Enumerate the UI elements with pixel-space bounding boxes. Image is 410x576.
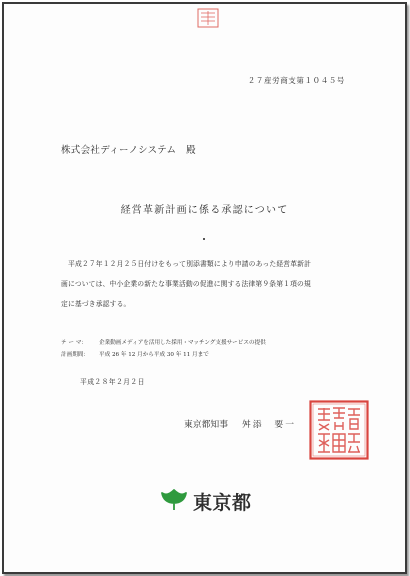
ginkgo-leaf-icon [161, 488, 187, 514]
scan-speck [203, 238, 205, 240]
body-line-1: 平成２７年１２月２５日付けをもって別添書類により申請のあった経営革新計 [68, 260, 312, 268]
issue-date: 平成２８年２月２日 [80, 378, 145, 386]
period-label: 計画期間： [61, 352, 89, 358]
signer-name: 舛添 要一 [242, 420, 296, 430]
body-line-3: 定に基づき承認する。 [61, 300, 131, 308]
document-frame [2, 2, 407, 574]
official-seal-icon [309, 400, 369, 460]
theme-value: 企業動画メディアを活用した採用・マッチング支援サービスの提供 [99, 340, 266, 346]
logo-text: 東京都 [193, 491, 252, 514]
document-number: ２７産労商支第１０４５号 [247, 76, 345, 85]
tokyo-logo [161, 487, 252, 515]
period-row [61, 350, 209, 358]
period-value: 平成 26 年 12 月から平成 30 年 11 月まで [99, 352, 209, 358]
theme-row [61, 338, 266, 346]
signer-title: 東京都知事 [184, 420, 228, 430]
document-title: 経営革新計画に係る承認について [120, 205, 289, 216]
registration-stamp-icon [197, 8, 219, 28]
recipient: 株式会社ディーノシステム 殿 [61, 145, 196, 156]
body-line-2: 画については、中小企業の新たな事業活動の促進に関する法律第９条第１項の規 [61, 280, 311, 288]
theme-label: テ ー マ： [61, 340, 87, 346]
approval-body [61, 254, 353, 314]
signer [184, 417, 296, 430]
